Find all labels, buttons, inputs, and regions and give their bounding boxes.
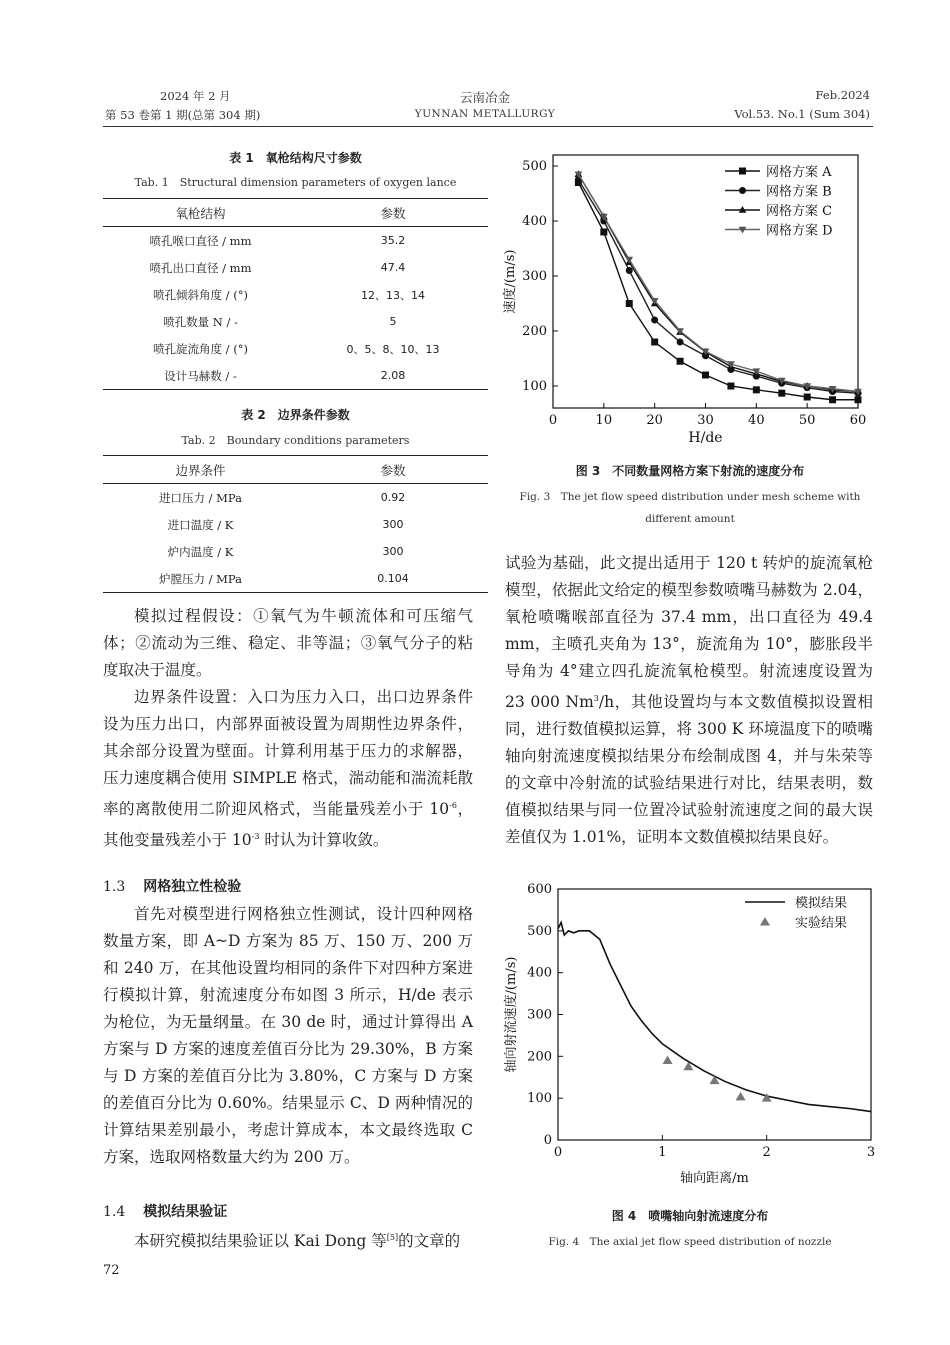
x-tick-label: 30 — [697, 413, 714, 428]
header-date-en: Feb.2024 — [815, 88, 870, 102]
data-point — [753, 386, 760, 393]
table-row — [103, 254, 488, 281]
figure-4-caption-en: Fig. 4 The axial jet flow speed distribution of nozzle — [548, 1236, 832, 1248]
table1-cell-name: 喷孔倾斜角度 / (°) — [153, 287, 248, 302]
y-tick-label: 400 — [527, 965, 552, 981]
x-axis-label: 轴向距离/m — [680, 1171, 749, 1186]
paragraph-assumptions: 模拟过程假设：①氧气为牛顿流体和可压缩气体；②流动为三维、稳定、非等温；③氧气分子的粘度取决于温度。 — [103, 607, 473, 679]
superscript: -6 — [449, 801, 457, 810]
table2-cell-name: 炉内温度 / K — [167, 544, 234, 559]
table2-cell-name: 炉膛压力 / MPa — [158, 571, 243, 586]
legend-marker — [739, 168, 746, 175]
table2-header-parameter: 参数 — [380, 462, 406, 478]
legend-label: 网格方案 A — [766, 165, 832, 180]
table-row — [103, 484, 488, 512]
paragraph-model-verification — [505, 550, 873, 851]
data-point — [702, 372, 709, 379]
table1-cell-value: 12、13、14 — [361, 288, 425, 302]
paragraph-boundary-settings — [103, 684, 473, 854]
section-heading-1-3 — [103, 876, 241, 896]
y-tick-label: 500 — [527, 923, 552, 939]
page-number: 72 — [103, 1263, 120, 1278]
legend-label: 网格方案 D — [766, 223, 833, 239]
x-tick-label: 0 — [553, 1145, 563, 1160]
table2-cell-value: 300 — [382, 518, 404, 531]
table2-cell-name: 进口压力 / MPa — [158, 490, 243, 505]
legend-label: 实验结果 — [795, 916, 848, 931]
table1-cell-name: 喷孔喉口直径 / mm — [149, 233, 252, 248]
data-point — [829, 396, 836, 403]
figure-3-caption-cn: 图 3 不同数量网格方案下射流的速度分布 — [575, 464, 805, 478]
header-date-cn: 2024 年 2 月 — [160, 89, 231, 103]
x-tick-label: 60 — [849, 413, 867, 428]
y-tick-label: 100 — [527, 1091, 552, 1107]
table1-cell-value: 5 — [389, 315, 397, 328]
table1-cell-name: 喷孔旋流角度 / (°) — [153, 341, 248, 356]
figure-3-caption-en-1: Fig. 3 The jet flow speed distribution under mesh scheme with — [519, 491, 861, 503]
data-point — [600, 229, 607, 236]
table2-cell-name: 进口温度 / K — [167, 517, 234, 532]
table1-title-en: Tab. 1 Structural dimension parameters of oxygen lance — [134, 176, 457, 189]
data-point — [626, 267, 633, 274]
table1-header-structure: 氧枪结构 — [175, 205, 226, 221]
experiment-point — [663, 1056, 673, 1065]
paragraph-verification — [103, 1224, 473, 1255]
data-point — [575, 171, 583, 178]
header-rule — [103, 126, 873, 127]
section-heading-1-4 — [103, 1201, 227, 1221]
table2-cell-value: 0.92 — [380, 491, 406, 504]
section-title: 网格独立性检验 — [143, 879, 242, 895]
data-point — [626, 300, 633, 307]
data-point — [727, 383, 734, 390]
section-title: 模拟结果验证 — [143, 1204, 228, 1220]
data-point — [778, 390, 785, 397]
experiment-point — [736, 1092, 746, 1101]
data-point — [855, 396, 862, 403]
left-body-text-3 — [103, 1224, 473, 1255]
figure-3-caption-en-2: different amount — [645, 513, 735, 525]
table1-header-parameter: 参数 — [380, 205, 406, 221]
superscript: -3 — [251, 832, 260, 842]
table1 — [103, 198, 488, 390]
data-point — [804, 394, 811, 401]
table-row — [103, 538, 488, 565]
table1-cell-value: 35.2 — [380, 234, 406, 247]
legend-marker — [760, 917, 770, 926]
table1-title-cn: 表 1 氧枪结构尺寸参数 — [229, 151, 362, 165]
legend-marker — [739, 187, 746, 194]
table2 — [103, 455, 488, 593]
section-number: 1.3 — [103, 879, 126, 895]
table2-cell-value: 300 — [382, 545, 404, 558]
superscript: 3 — [593, 694, 599, 703]
table2-header-condition: 边界条件 — [175, 462, 226, 478]
y-tick-label: 0 — [543, 1133, 552, 1148]
text-span: 边界条件设置：入口为压力入口，出口边界条件设为压力出口，内部界面被设置为周期性边界条件，其余部分设置为壁面。计算利用基于压力的求解器，压力速度耦合使用 SIMPLE 格式，湍动能和湍流耗散率的离散使用二阶迎风格式，当能量残差小于 10 — [103, 688, 473, 819]
header-volume-en: Vol.53. No.1 (Sum 304) — [734, 107, 870, 121]
y-tick-label: 200 — [522, 324, 547, 339]
legend-label: 网格方案 B — [766, 184, 832, 200]
y-axis-label: 轴向射流速度/(m/s) — [504, 956, 519, 1073]
table-row — [103, 565, 488, 593]
section-number: 1.4 — [103, 1204, 126, 1220]
legend-label: 网格方案 C — [766, 204, 833, 219]
left-body-text-2 — [103, 901, 473, 1171]
figure-4-chart — [500, 880, 880, 1190]
x-tick-label: 40 — [748, 413, 765, 428]
left-body-text-1 — [103, 603, 473, 854]
y-tick-label: 300 — [522, 269, 547, 284]
table2-cell-value: 0.104 — [377, 572, 409, 585]
text-span: 时认为计算收敛。 — [259, 831, 389, 850]
citation: [5] — [386, 1233, 399, 1242]
x-tick-label: 2 — [762, 1145, 771, 1160]
legend-label: 模拟结果 — [795, 896, 848, 911]
table1-cell-name: 喷孔数量 N / - — [163, 314, 238, 329]
data-point — [677, 339, 684, 346]
text-span: 试验为基础，此文提出适用于 120 t 转炉的旋流氧枪模型，依据此文给定的模型参数喷嘴马赫数为 2.04，氧枪喷嘴喉部直径为 37.4 mm，出口直径为 49.4 mm，主喷孔夹角为 13°，旋流角为 10°，膨胀段半导角为 4°建立四孔旋流氧枪模型。射流速度设置为 23 000 Nm — [505, 554, 873, 712]
table1-cell-value: 0、5、8、10、13 — [346, 342, 440, 356]
table1-cell-name: 喷孔出口直径 / mm — [149, 260, 252, 275]
table1-cell-name: 设计马赫数 / - — [164, 368, 237, 383]
data-point — [625, 257, 633, 264]
table-row — [103, 227, 488, 255]
text-span: ，其他变量残差小于 10 — [103, 800, 473, 850]
table1-cell-value: 2.08 — [380, 369, 406, 382]
y-tick-label: 600 — [527, 882, 552, 897]
x-tick-label: 50 — [798, 413, 816, 428]
y-tick-label: 300 — [527, 1007, 552, 1023]
figure-3-chart — [500, 150, 880, 455]
x-tick-label: 20 — [646, 413, 663, 428]
header-journal-cn: 云南冶金 — [459, 90, 510, 105]
header-journal-en: YUNNAN METALLURGY — [414, 108, 556, 120]
y-axis-label: 速度/(m/s) — [503, 249, 518, 314]
header-volume-cn: 第 53 卷第 1 期(总第 304 期) — [105, 108, 261, 122]
table2-title-cn: 表 2 边界条件参数 — [241, 408, 350, 422]
text-span: 的文章的 — [398, 1232, 461, 1251]
y-tick-label: 200 — [527, 1049, 552, 1065]
table1-cell-value: 47.4 — [380, 261, 406, 274]
x-axis-label: H/de — [688, 430, 723, 446]
text-span: /h，其他设置均与本文数值模拟设置相同，进行数值模拟运算，将 300 K 环境温度下的喷嘴轴向射流速度模拟结果分布绘制成图 4，并与朱荣等的文章中冷射流的试验结果进行对比，结果表明，数值模拟结果与同一位置冷试验射流速度之间的最大误差值仅为 1.01%，证明本文数值模拟结果良好。 — [505, 693, 873, 847]
data-point — [651, 317, 658, 324]
x-tick-label: 1 — [658, 1145, 667, 1160]
table2-title-en: Tab. 2 Boundary conditions parameters — [181, 434, 410, 447]
x-tick-label: 10 — [595, 413, 613, 428]
x-tick-label: 3 — [866, 1145, 876, 1160]
experiment-point — [710, 1076, 720, 1085]
paragraph-mesh-independence: 首先对模型进行网格独立性测试，设计四种网格数量方案，即 A~D 方案为 85 万、150 万、200 万和 240 万，在其他设置均相同的条件下对四种方案进行模拟计算，射流速度分布如图 3 所示，H/de 表示为枪位，为无量纲量。在 30 de 时，通过计算得出 A 方案与 D 方案的速度差值百分比为 29.30%，B 方案与 D 方案的差值百分比为 3.80%，C 方案与 D 方案的差值百分比为 0.60%。结果显示 C、D 两种情况的计算结果差别最小，考虑计算成本，本文最终选取 C 方案，选取网格数量大约为 200 万。 — [103, 905, 473, 1166]
y-tick-label: 500 — [522, 159, 547, 174]
y-tick-label: 400 — [522, 214, 547, 229]
table-row — [103, 362, 488, 390]
x-tick-label: 0 — [548, 413, 558, 428]
data-point — [677, 358, 684, 365]
y-tick-label: 100 — [522, 379, 547, 394]
right-body-text — [505, 550, 873, 851]
figure-4-caption-cn: 图 4 喷嘴轴向射流速度分布 — [611, 1209, 769, 1223]
table-row — [103, 281, 488, 308]
table-row — [103, 308, 488, 335]
text-span: 本研究模拟结果验证以 Kai Dong 等 — [134, 1232, 387, 1251]
table-row — [103, 335, 488, 362]
table-row — [103, 511, 488, 538]
data-point — [651, 339, 658, 346]
